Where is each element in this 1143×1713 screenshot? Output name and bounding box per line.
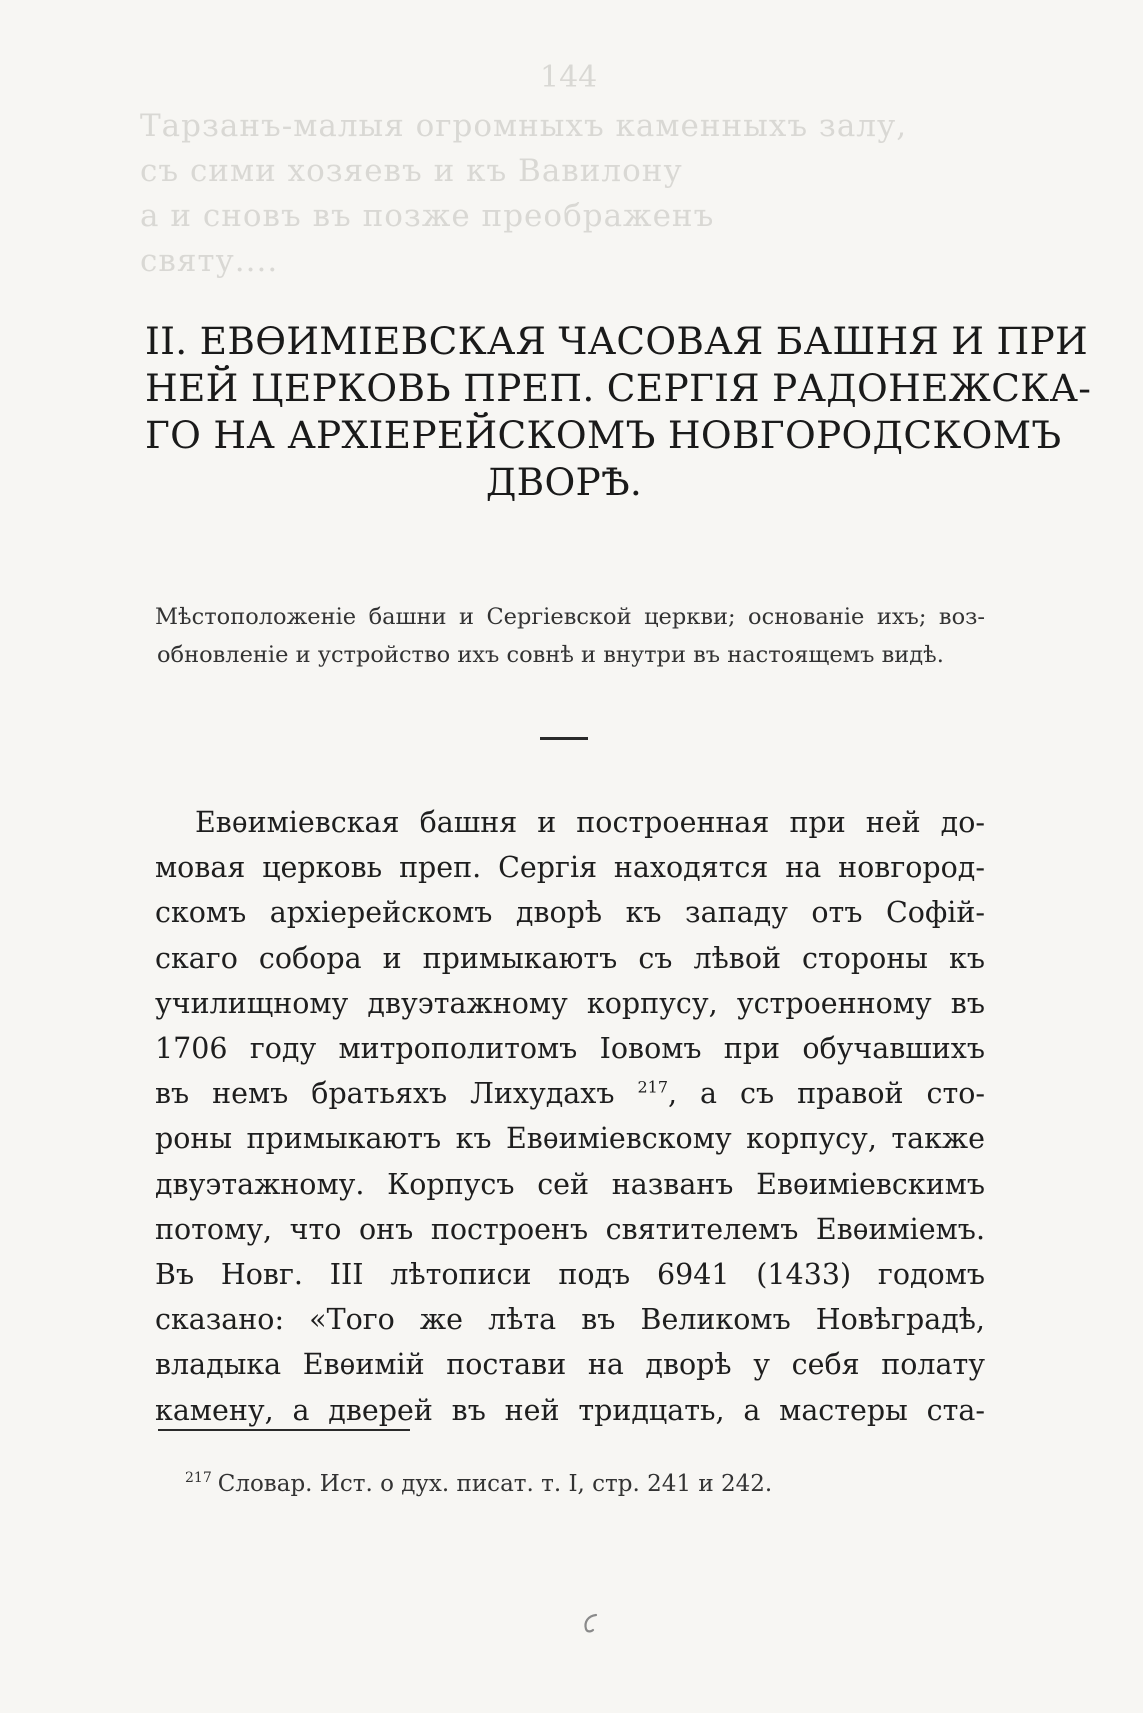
chapter-heading [145, 318, 1092, 506]
body-paragraph [155, 800, 985, 1433]
footnote [185, 1468, 985, 1500]
summary-line: Мѣстоположеніе башни и Сергіевской церкви; основаніе ихъ; воз- [155, 604, 985, 630]
body-line-part: въ немъ братьяхъ Лихудахъ [155, 1077, 615, 1111]
body-line: потому, что онъ построенъ святителемъ Евѳиміемъ. [155, 1212, 985, 1246]
footnote-number: 217 [185, 1470, 212, 1487]
body-line-with-footnote [155, 1071, 985, 1116]
body-line: Въ Новг. III лѣтописи подъ 6941 (1433) годомъ [155, 1258, 985, 1292]
bleed-through-page-number: 144 [540, 60, 598, 95]
body-line: мовая церковь преп. Сергія находятся на новгород- [155, 851, 985, 885]
body-line: Евѳиміевская башня и построенная при ней до- [195, 806, 985, 839]
body-line: сказано: «Того же лѣта въ Великомъ Новѣградѣ, [155, 1303, 985, 1337]
bleed-through-line: а и сновъ въ позже преображенъ [140, 198, 715, 234]
chapter-summary [155, 598, 985, 674]
bleed-through-line: Тарзанъ-малыя огромныхъ каменныхъ залу, [140, 108, 908, 144]
body-line: камену, а дверей въ ней тридцать, а мастеры ста- [155, 1393, 985, 1427]
print-speck-icon [582, 1612, 600, 1634]
heading-line: ГО НА АРХІЕРЕЙСКОМЪ НОВГОРОДСКОМЪ [145, 413, 1062, 457]
body-line: двуэтажному. Корпусъ сей названъ Евѳиміевскимъ [155, 1167, 985, 1201]
heading-line: ДВОРѢ. [485, 460, 643, 504]
body-line: скомъ архіерейскомъ дворѣ къ западу отъ Софій- [155, 896, 985, 930]
body-line-part: , а съ правой сто- [668, 1077, 985, 1111]
footnote-reference: 217 [637, 1077, 669, 1097]
summary-line: обновленіе и устройство ихъ совнѣ и внутри въ настоящемъ видѣ. [157, 642, 944, 668]
footnote-text: Словар. Ист. о дух. писат. т. I, стр. 241 и 242. [217, 1471, 773, 1497]
bleed-through-line: святу.... [140, 243, 279, 279]
bleed-through-line: съ сими хозяевъ и къ Вавилону [140, 153, 683, 189]
heading-line: НЕЙ ЦЕРКОВЬ ПРЕП. СЕРГІЯ РАДОНЕЖСКА- [145, 366, 1092, 410]
heading-line: II. ЕВѲИМІЕВСКАЯ ЧАСОВАЯ БАШНЯ И ПРИ [145, 319, 1089, 363]
section-divider [540, 737, 588, 740]
body-line: 1706 году митрополитомъ Іовомъ при обучавшихъ [155, 1032, 985, 1066]
footnote-rule [158, 1429, 410, 1431]
body-line: скаго собора и примыкаютъ съ лѣвой стороны къ [155, 941, 985, 975]
body-line: роны примыкаютъ къ Евѳиміевскому корпусу, также [155, 1122, 985, 1156]
body-line: училищному двуэтажному корпусу, устроенному въ [155, 986, 985, 1020]
body-line: владыка Евѳимій постави на дворѣ у себя полату [155, 1348, 985, 1382]
